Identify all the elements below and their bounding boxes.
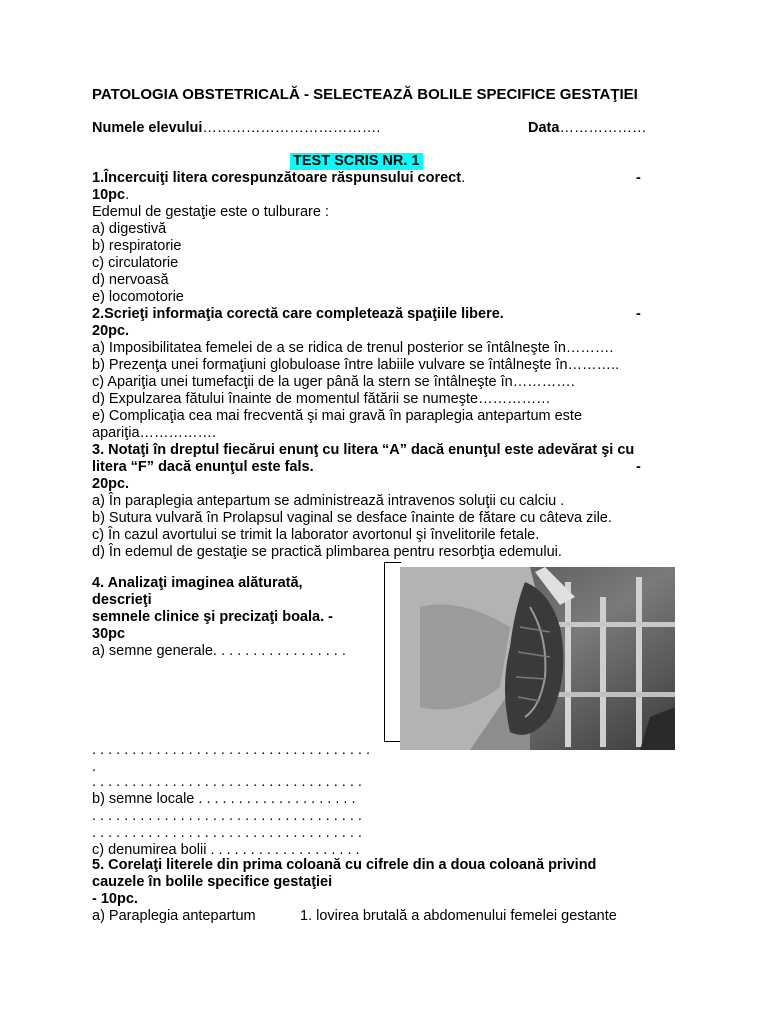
name-label: Numele elevului	[92, 120, 203, 136]
answer-dots: . . . . . . . . . . . . . . . . . . . . . . . . . . . . . . . . . . .	[92, 742, 370, 758]
q1-points-dot: .	[125, 187, 130, 203]
q1-option: b) respiratorie	[92, 238, 182, 254]
test-title: TEST SCRIS NR. 1	[290, 153, 423, 170]
q1-dash: -	[636, 170, 641, 186]
q1-option: a) digestivă	[92, 221, 167, 237]
q5-left-item: a) Paraplegia antepartum	[92, 908, 256, 924]
q1-points-text: 10pc	[92, 187, 126, 203]
q3-points: 20pc.	[92, 476, 130, 492]
q3-item: c) În cazul avortului se trimit la laborator avortonul şi învelitorile fetale.	[92, 527, 540, 543]
q3-item: b) Sutura vulvară în Prolapsul vaginal se desface înainte de fătare cu câteva zile.	[92, 510, 612, 526]
student-name-line	[92, 120, 380, 137]
q2-instruction: 2.Scrieţi informaţia corectă care completează spaţiile libere.	[92, 306, 504, 322]
q4-instruction-line1: 4. Analizaţi imaginea alăturată,	[92, 575, 303, 591]
q3-dash: -	[636, 459, 641, 475]
q3-item: a) În paraplegia antepartum se administrează intravenos soluţii cu calciu .	[92, 493, 565, 509]
q3-item: d) În edemul de gestaţie se practică plimbarea pentru resorbţia edemului.	[92, 544, 562, 560]
q4-b-label: b) semne locale . . . . . . . . . . . . . . . . . . . .	[92, 791, 356, 807]
q5-instruction-line1: 5. Corelaţi literele din prima coloană cu cifrele din a doua coloană privind	[92, 857, 597, 873]
cow-clinical-photo	[400, 567, 675, 750]
q1-stem: Edemul de gestaţie este o tulburare :	[92, 204, 329, 220]
q3-instruction-line2: litera “F” dacă enunţul este fals.	[92, 459, 314, 475]
name-dots: ……………………………….	[202, 120, 381, 136]
q2-item: b) Prezenţa unei formaţiuni globuloase între labiile vulvare se întâlneşte în………..	[92, 357, 620, 373]
answer-dots: . . . . . . . . . . . . . . . . . . . . . . . . . . . . . . . . . .	[92, 808, 362, 824]
q1-option: d) nervoasă	[92, 272, 169, 288]
q1-number: 1	[92, 170, 101, 186]
q1-instruction	[92, 170, 465, 187]
date-line	[528, 120, 646, 137]
q5-instruction-line2: cauzele în bolile specifice gestaţiei	[92, 874, 333, 890]
q4-instruction-line3: semnele clinice şi precizaţi boala. -	[92, 609, 333, 625]
q4-c-label: c) denumirea bolii . . . . . . . . . . . . . . . . . . .	[92, 842, 360, 858]
q2-item: d) Expulzarea fătului înainte de momentul fătării se numeşte……………	[92, 391, 551, 407]
date-label: Data	[528, 120, 560, 136]
q5-right-item: 1. lovirea brutală a abdomenului femelei gestante	[300, 908, 617, 924]
date-dots: ………………	[559, 120, 647, 136]
q2-item: a) Imposibilitatea femelei de a se ridica de trenul posterior se întâlneşte în……….	[92, 340, 614, 356]
q3-instruction-line1: 3. Notaţi în dreptul fiecărui enunţ cu litera “A” dacă enunţul este adevărat şi cu	[92, 442, 635, 458]
q5-points: - 10pc.	[92, 891, 138, 907]
answer-dot-single: .	[92, 759, 97, 775]
q2-dash: -	[636, 306, 641, 322]
answer-dots: . . . . . . . . . . . . . . . . . . . . . . . . . . . . . . . . . .	[92, 825, 362, 841]
q1-dot: .	[461, 170, 466, 186]
answer-dots: . . . . . . . . . . . . . . . . . . . . . . . . . . . . . . . . . .	[92, 774, 362, 790]
q1-text: .Încercuiţi litera corespunzătoare răspunsului corect	[100, 170, 462, 186]
q4-a-label: a) semne generale. . . . . . . . . . . . . . . . .	[92, 643, 346, 659]
q4-points: 30pc	[92, 626, 126, 642]
q1-option: e) locomotorie	[92, 289, 184, 305]
q2-item: apariţia…………….	[92, 425, 217, 441]
q2-item: e) Complicaţia cea mai frecventă şi mai gravă în paraplegia antepartum este	[92, 408, 583, 424]
image-bracket	[384, 562, 401, 742]
page-title: PATOLOGIA OBSTETRICALĂ - SELECTEAZĂ BOLILE SPECIFICE GESTAŢIEI	[92, 86, 638, 103]
q2-points: 20pc.	[92, 323, 130, 339]
q1-option: c) circulatorie	[92, 255, 179, 271]
q2-item: c) Apariţia unei tumefacţii de la uger până la stern se întâlneşte în………….	[92, 374, 575, 390]
q1-points	[92, 187, 129, 204]
q4-instruction-line2: descrieţi	[92, 592, 152, 608]
